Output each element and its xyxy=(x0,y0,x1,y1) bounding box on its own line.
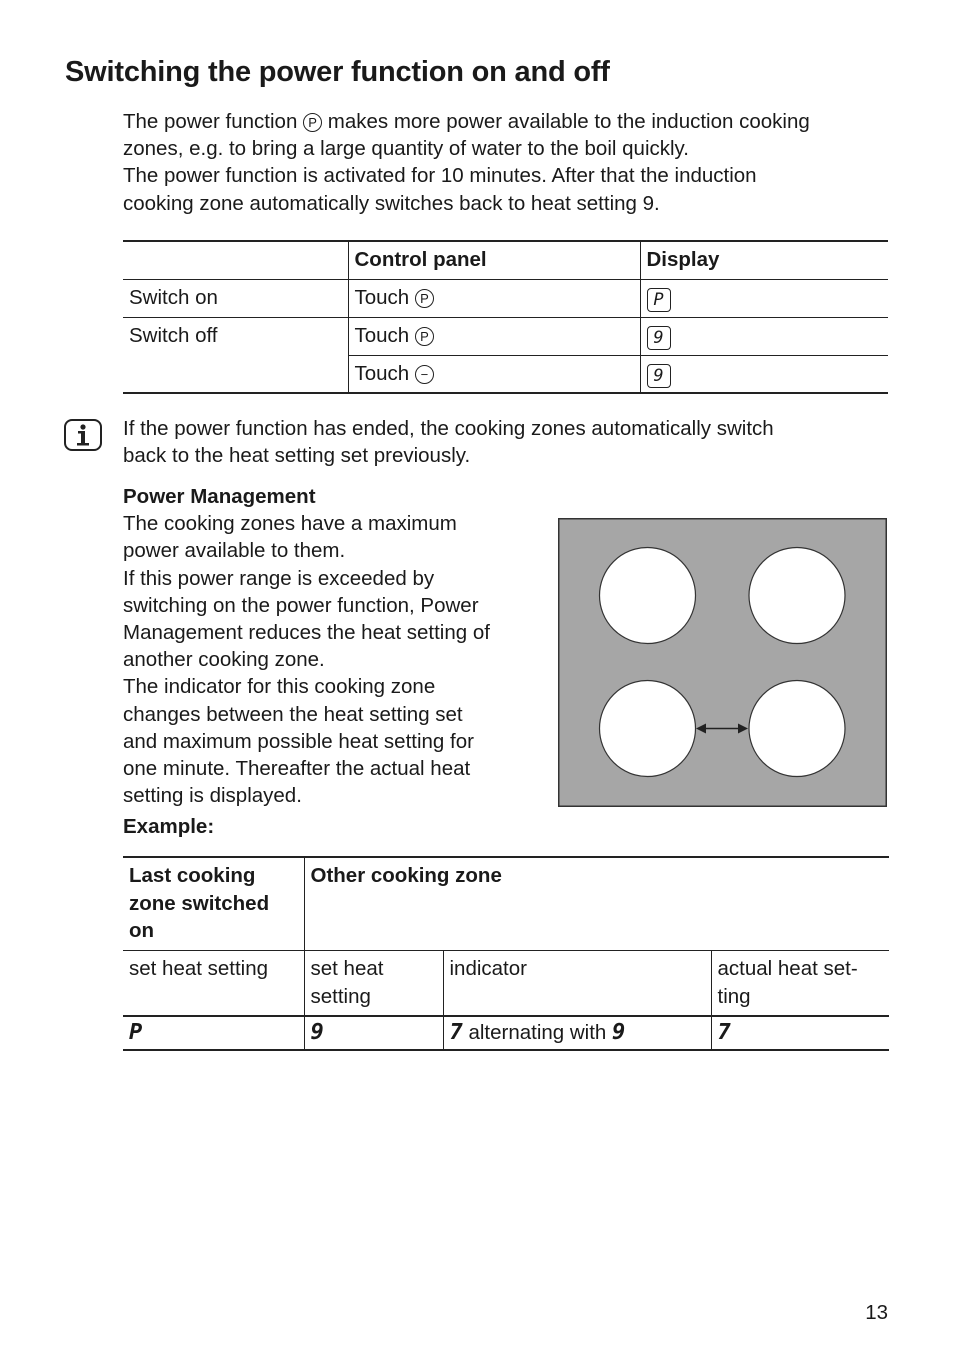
table-cell xyxy=(711,1016,889,1050)
header-line: zone switched xyxy=(129,891,270,915)
intro-text: makes more power available to the induction cooking xyxy=(322,110,810,133)
intro-paragraph xyxy=(123,108,810,217)
table-header xyxy=(123,857,304,951)
control-cell xyxy=(348,279,640,317)
header-line: on xyxy=(129,919,155,942)
power-function-table xyxy=(123,240,888,394)
table-cell: indicator xyxy=(443,951,711,1017)
cell-line: ting xyxy=(717,984,751,1008)
display-symbol-icon: P xyxy=(647,288,671,312)
section-line: The cooking zones have a maximum xyxy=(123,512,457,536)
cooking-zone-front-right xyxy=(749,681,845,777)
row-label: Switch off xyxy=(129,323,218,347)
section-body xyxy=(123,510,543,809)
display-symbol-icon: 7 xyxy=(717,1020,731,1045)
table-cell xyxy=(123,1016,304,1050)
display-symbol-icon: 9 xyxy=(612,1020,626,1045)
table-row xyxy=(123,1016,889,1050)
power-management-section xyxy=(123,483,543,841)
note-paragraph xyxy=(123,415,774,469)
control-text: Touch xyxy=(354,361,415,385)
table-header: Display xyxy=(640,241,888,279)
hob-diagram xyxy=(558,518,887,807)
power-symbol-icon: P xyxy=(415,327,434,346)
section-line: switching on the power function, Power xyxy=(123,593,479,617)
note-text: back to the heat setting set previously. xyxy=(123,444,471,468)
display-cell xyxy=(640,317,888,355)
section-line: another cooking zone. xyxy=(123,648,325,672)
table-row xyxy=(123,857,889,951)
table-header: Other cooking zone xyxy=(304,857,889,951)
power-symbol-icon: P xyxy=(303,113,322,132)
page-number: 13 xyxy=(865,1301,888,1324)
table-cell xyxy=(304,1016,443,1050)
section-line: power available to them. xyxy=(123,539,346,563)
display-symbol-icon: 9 xyxy=(310,1020,324,1045)
cooking-zone-rear-right xyxy=(749,548,845,644)
cell-line: setting xyxy=(310,984,371,1008)
table-cell: set heat setting xyxy=(123,951,304,1017)
cell-line: actual heat set- xyxy=(717,957,858,980)
section-line: one minute. Thereafter the actual heat xyxy=(123,757,471,781)
table-row xyxy=(123,279,888,317)
intro-text: The power function is activated for 10 minutes. After that the induction xyxy=(123,164,757,188)
section-line: If this power range is exceeded by xyxy=(123,566,435,590)
intro-text: The power function xyxy=(123,110,304,133)
header-line: Last cooking xyxy=(129,864,256,887)
row-label: Switch on xyxy=(123,279,348,317)
example-label: Example: xyxy=(123,815,215,839)
control-text: Touch xyxy=(354,324,415,347)
control-text: Touch xyxy=(354,286,415,309)
section-line: The indicator for this cooking zone xyxy=(123,675,436,699)
minus-symbol-icon: − xyxy=(415,365,434,384)
section-line: and maximum possible heat setting for xyxy=(123,729,474,753)
display-cell xyxy=(640,355,888,393)
display-symbol-icon: P xyxy=(129,1020,143,1045)
display-cell xyxy=(640,279,888,317)
table-cell xyxy=(304,951,443,1017)
display-symbol-icon: 9 xyxy=(647,364,671,388)
power-symbol-icon: P xyxy=(415,289,434,308)
table-row xyxy=(123,951,889,1017)
note-text: If the power function has ended, the cooking zones automatically switch xyxy=(123,417,774,440)
display-symbol-icon: 7 xyxy=(449,1020,463,1045)
cooking-zone-rear-left xyxy=(600,681,696,777)
section-line: Management reduces the heat setting of xyxy=(123,621,490,645)
section-title: Power Management xyxy=(123,485,316,508)
section-line: setting is displayed. xyxy=(123,784,302,808)
table-cell xyxy=(443,1016,711,1050)
cell-text: alternating with xyxy=(462,1021,613,1044)
page-heading: Switching the power function on and off xyxy=(65,56,610,88)
table-row xyxy=(123,317,888,355)
control-cell xyxy=(348,355,640,393)
cooking-zone-front-left xyxy=(600,548,696,644)
intro-text: zones, e.g. to bring a large quantity of water to the boil quickly. xyxy=(123,137,689,161)
table-cell xyxy=(711,951,889,1017)
hob-surface xyxy=(559,519,887,807)
section-line: changes between the heat setting set xyxy=(123,702,463,726)
table-header xyxy=(123,241,348,279)
info-icon xyxy=(64,419,102,451)
cell-line: set heat xyxy=(310,957,384,980)
example-table xyxy=(123,856,889,1051)
display-symbol-icon: 9 xyxy=(647,326,671,350)
intro-text: cooking zone automatically switches back to heat setting 9. xyxy=(123,191,660,215)
table-header: Control panel xyxy=(348,241,640,279)
control-cell xyxy=(348,317,640,355)
